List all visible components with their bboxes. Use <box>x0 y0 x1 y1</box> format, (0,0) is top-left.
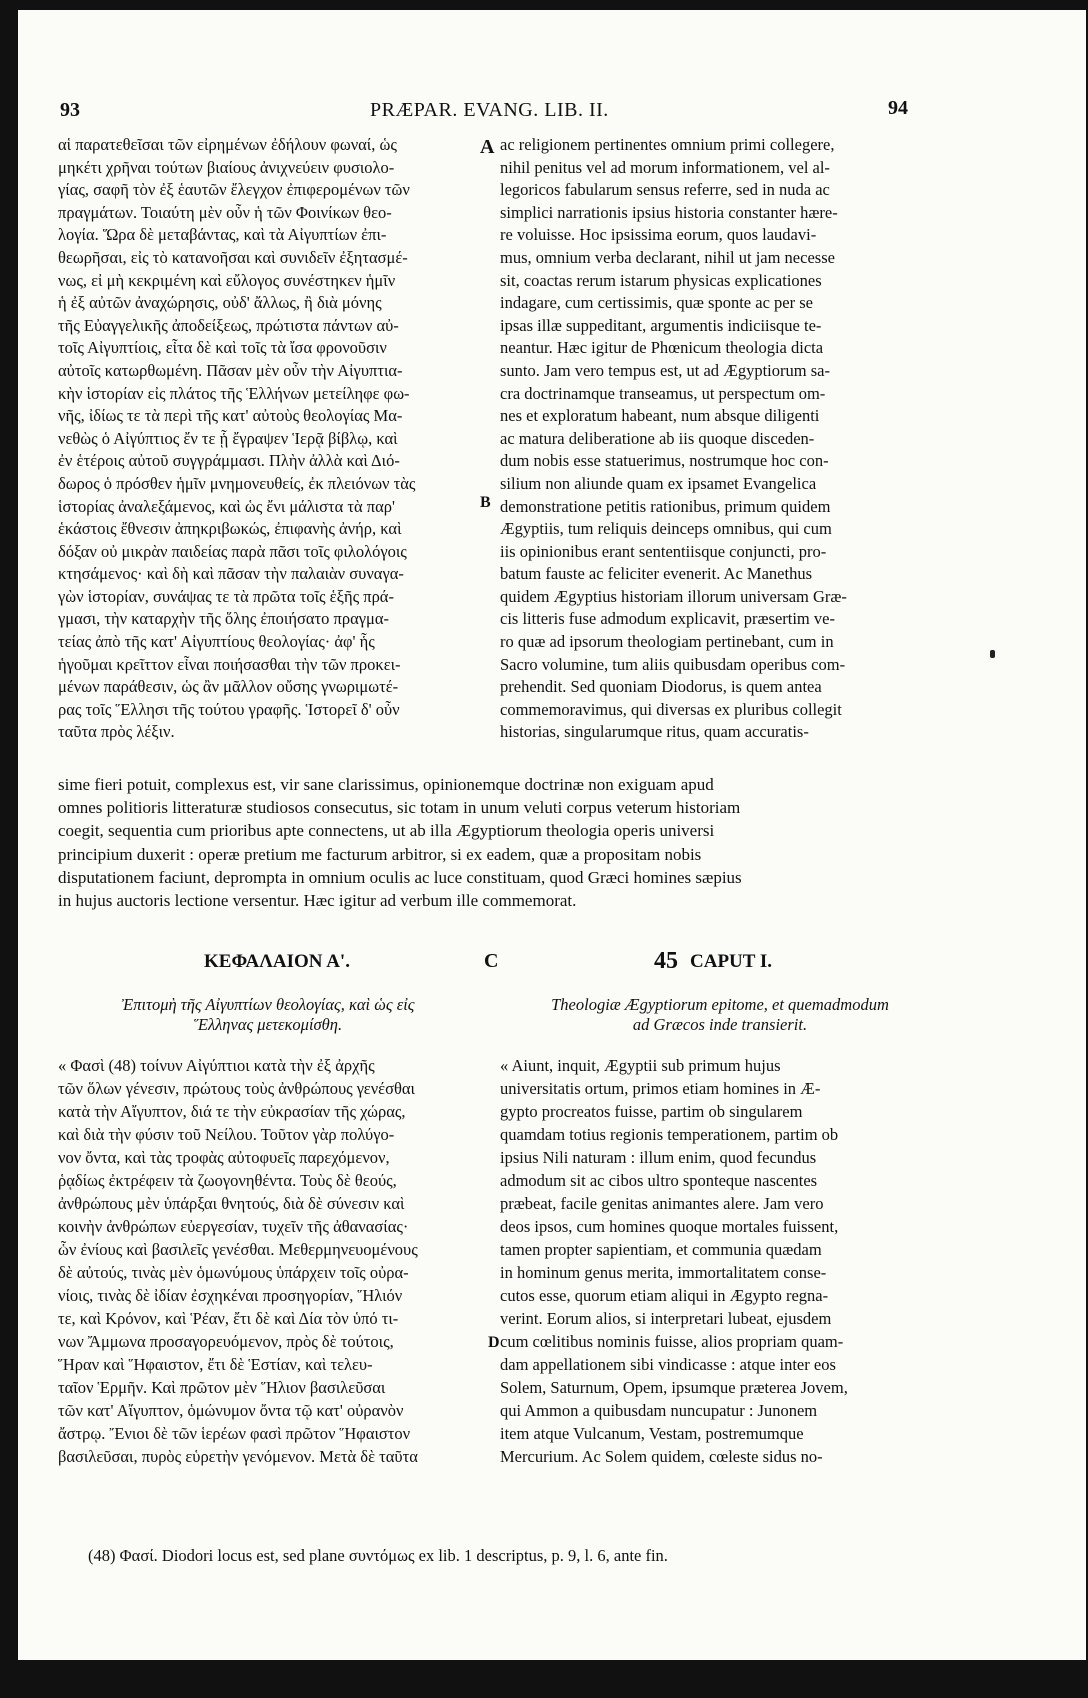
greek-text-line: νον ὄντα, καὶ τὰς τροφὰς αὐτοφυεῖς παρεχόμενον, <box>58 1148 390 1167</box>
latin-text-line: ac matura deliberatione ab iis quoque disceden- <box>500 428 815 448</box>
latin-column-top <box>500 134 940 744</box>
greek-text-line: κατὰ τὴν Αἴγυπτον, διά τε τὴν εὐκρασίαν τῆς χώρας, <box>58 1102 406 1121</box>
latin-text-line: deos ipsos, cum homines quoque mortales fuissent, <box>500 1217 839 1236</box>
greek-subtitle-line-1: Ἐπιτομὴ τῆς Αἰγυπτίων θεολογίας, καὶ ὡς εἰς <box>121 995 415 1014</box>
book-page <box>18 10 1086 1660</box>
latin-text-line: in hominum genus merita, immortalitatem conse- <box>500 1263 827 1282</box>
greek-text-line: γμασι, τὴν καταρχὴν τῆς ὅλης ἐποιήσατο πραγμα- <box>58 609 389 629</box>
margin-marker-d: D <box>488 1334 500 1351</box>
latin-text-line: ro quæ ad ipsorum theologiam pertinebant, cum in <box>500 632 834 652</box>
latin-text-line: dum nobis esse statuerimus, nostrumque hoc con- <box>500 451 829 471</box>
greek-text-line: ῥᾳδίως ἐκτρέφειν τὰ ζωογονηθέντα. Τοὺς δὲ θεούς, <box>58 1171 397 1190</box>
greek-text-line: ἄστρῳ. Ἔνιοι δὲ τῶν ἱερέων φασὶ πρῶτον Ἥφαιστον <box>58 1424 411 1443</box>
greek-text-line: δωρος ὁ πρόσθεν ἡμῖν μνημονευθείς, ἐκ πλειόνων τὰς <box>58 473 416 493</box>
latin-text-line: universitatis ortum, primos etiam homines in Æ- <box>500 1079 821 1098</box>
text-line: coegit, sequentia cum prioribus apte connectens, ut ab illa Ægyptiorum theologia operis universi <box>58 821 715 841</box>
greek-text-line: νῆς, ἰδίως τε τὰ περὶ τῆς κατ' αὐτοὺς θεολογίας Μα- <box>58 406 403 426</box>
text-line: disputationem faciunt, deprompta in omnium oculis ac luce constituam, quod Græci homines sæpius <box>58 867 742 887</box>
greek-text-line: αὐτοῖς κατωρθωμένη. Πᾶσαν μὲν οὖν τὴν Αἰγυπτια- <box>58 360 403 380</box>
latin-text-line: qui Ammon a quibusdam nuncupatur : Junonem <box>500 1401 818 1420</box>
latin-text-line: neantur. Hæc igitur de Phœnicum theologia dicta <box>500 338 824 358</box>
greek-text-line: δόξαν οὐ μικρὰν παιδείας παρὰ πᾶσι τοῖς φιλολόγοις <box>58 541 407 561</box>
latin-subtitle-line-1: Theologiæ Ægyptiorum epitome, et quemadmodum <box>551 995 889 1014</box>
greek-text-line: νων Ἄμμωνα προσαγορευόμενον, πρὸς δὲ τούτοις, <box>58 1332 394 1351</box>
latin-text-line: ac religionem pertinentes omnium primi collegere, <box>500 135 835 154</box>
latin-text-line: verint. Eorum alios, si interpretari lubeat, ejusdem <box>500 1309 832 1328</box>
greek-text-line: μηκέτι χρῆναι τούτων βιαίους ἀνιχνεύειν φυσιολο- <box>58 157 395 177</box>
latin-text-line: historias, singularumque ritus, quam accuratis- <box>500 722 809 742</box>
greek-text-line: Ἥραν καὶ Ἥφαιστον, ἔτι δὲ Ἑστίαν, καὶ τελευ- <box>58 1355 373 1374</box>
latin-text-line: indagare, cum certissimis, quæ sponte ac per se <box>500 293 813 313</box>
latin-text-line: demonstratione petitis rationibus, primum quidem <box>500 496 831 516</box>
running-title: PRÆPAR. EVANG. LIB. II. <box>370 99 609 121</box>
greek-text-line: κοινὴν ἀνθρώπων εὐεργεσίαν, τυχεῖν τῆς ἀθανασίας· <box>58 1217 409 1236</box>
greek-text-line: αἱ παρατεθεῖσαι τῶν εἰρημένων ἐδήλουν φωναί, ὡς <box>58 135 397 154</box>
greek-text-line: ταῖον Ἑρμῆν. Καὶ πρῶτον μὲν Ἥλιον βασιλεῦσαι <box>58 1378 386 1397</box>
greek-text-line: λογία. Ὥρα δὲ μεταβάντας, καὶ τὰ Αἰγυπτίων ἐπι- <box>58 225 387 245</box>
full-width-paragraph <box>58 773 940 912</box>
latin-text-line: nes et exploratum habeant, num absque diligenti <box>500 406 820 426</box>
text-line: omnes politioris litteraturæ studiosos consecutus, sic totam in unum veluti corpus veterum historiam <box>58 798 741 818</box>
page-number-right: 94 <box>888 97 908 119</box>
greek-text-line: ταῦτα πρὸς λέξιν. <box>58 722 175 742</box>
greek-text-line: γίας, σαφῆ τὸν ἐξ ἑαυτῶν ἔλεγχον ἐπιφερομένων τῶν <box>58 180 410 200</box>
latin-text-line: ipsius Nili naturam : illum enim, quod fecundus <box>500 1148 817 1167</box>
latin-text-line: cis litteris fuse admodum explicavit, præsertim ve- <box>500 609 835 629</box>
ink-speck <box>990 650 995 658</box>
latin-text-line: cra doctrinamque transeamus, ut perspectum om- <box>500 383 826 403</box>
latin-text-line: sit, coactas rerum istarum physicas explicationes <box>500 270 822 290</box>
latin-text-line: Solem, Saturnum, Opem, ipsumque præterea Jovem, <box>500 1378 848 1397</box>
greek-text-line: ἐν ἑτέροις αὐτοῦ συγγράμμασι. Πλὴν ἀλλὰ καὶ Διό- <box>58 451 400 471</box>
latin-column-bottom <box>500 1054 940 1468</box>
greek-column-top <box>58 134 478 744</box>
latin-text-line: ipsas illæ suppeditant, argumentis indiciisque te- <box>500 315 822 335</box>
margin-marker-c: C <box>484 950 499 972</box>
latin-text-line: quidem Ægyptius historiam illorum universam Græ- <box>500 586 847 606</box>
greek-text-line: τείας ἀπὸ τῆς κατ' Αἰγυπτίους θεολογίας· ἀφ' ἧς <box>58 632 375 652</box>
latin-text-line: re voluisse. Hoc ipsissima eorum, quos laudavi- <box>500 225 817 245</box>
greek-text-line: τοῖς Αἰγυπτίοις, εἶτα δὲ καὶ τοῖς τὰ ἴσα φρονοῦσιν <box>58 338 387 358</box>
latin-text-line: tamen propter sapientiam, et communia quædam <box>500 1240 822 1259</box>
greek-text-line: ἡγοῦμαι κρεῖττον εἶναι ποιήσασθαι τὴν τῶν προκει- <box>58 654 401 674</box>
latin-subtitle-line-2: ad Græcos inde transierit. <box>632 1015 808 1034</box>
greek-text-line: θεωρῆσαι, εἰς τὸ κατανοῆσαι καὶ συνιδεῖν ἐξητασμέ- <box>58 247 408 267</box>
latin-chapter-heading: CAPUT I. <box>690 951 772 972</box>
greek-text-line: ἱστορίας ἀναλεξάμενος, καὶ ὡς ἔνι μάλιστα τὰ παρ' <box>58 496 395 516</box>
greek-column-bottom <box>58 1054 478 1468</box>
latin-text-line: nihil penitus vel ad morum informationem, vel al- <box>500 157 830 177</box>
greek-text-line: τῆς Εὐαγγελικῆς ἀποδείξεως, πρώτιστα πάντων αὐ- <box>58 315 399 335</box>
greek-text-line: τῶν κατ' Αἴγυπτον, ὁμώνυμον ὄντα τῷ κατ' οὐρανὸν <box>58 1401 404 1420</box>
page-number-left: 93 <box>60 99 80 121</box>
latin-text-line: Sacro volumine, tum aliis quibusdam operibus com- <box>500 654 846 674</box>
greek-text-line: γὼν ἱστορίαν, συνάψας τε τὰ πρῶτα τοῖς ἑξῆς πρά- <box>58 586 394 606</box>
greek-text-line: μένων παράθεσιν, ὡς ἂν μᾶλλον οὔσης γνωριμωτέ- <box>58 677 399 697</box>
greek-text-line: τε, καὶ Κρόνον, καὶ Ῥέαν, ἔτι δὲ καὶ Δία τὸν ὑπό τι- <box>58 1309 399 1328</box>
latin-text-line: dam appellationem sibi vindicasse : atque inter eos <box>500 1355 836 1374</box>
greek-text-line: νεθὼς ὁ Αἰγύπτιος ἔν τε ᾗ ἔγραψεν Ἱερᾷ βίβλῳ, καὶ <box>58 428 398 448</box>
greek-chapter-heading: ΚΕΦΑΛΑΙΟΝ Α'. <box>204 951 350 972</box>
latin-text-line: gypto procreatos fuisse, partim ob singularem <box>500 1102 803 1121</box>
latin-text-line: simplici narrationis ipsius historia constanter hære- <box>500 202 838 222</box>
latin-text-line: Ægyptiis, tum reliquis deinceps omnibus, qui cum <box>500 519 832 539</box>
greek-text-line: νίοις, τινὰς δὲ ἰδίαν ἐσχηκέναι προσηγορίαν, Ἥλιόν <box>58 1286 403 1305</box>
latin-text-line: cutos esse, quorum etiam aliqui in Ægypto regna- <box>500 1286 829 1305</box>
latin-text-line: silium non aliunde quam ex ipsamet Evangelica <box>500 473 817 493</box>
latin-text-line: mus, omnium verba declarant, nihil ut jam necesse <box>500 247 835 267</box>
latin-text-line: cum cœlitibus nominis fuisse, alios propriam quam- <box>500 1332 844 1351</box>
latin-text-line: legoricos fabularum sensus referre, sed in nuda ac <box>500 180 830 200</box>
latin-text-line: batum fauste ac feliciter evenerit. Ac Manethus <box>500 564 812 584</box>
greek-chapter-subtitle <box>58 995 478 1035</box>
greek-text-line: « Φασὶ (48) τοίνυν Αἰγύπτιοι κατὰ τὴν ἐξ ἀρχῆς <box>58 1056 375 1075</box>
latin-text-line: sunto. Jam vero tempus est, ut ad Ægyptiorum sa- <box>500 360 830 380</box>
latin-text-line: admodum sit ac cibos ultro sponteque nascentes <box>500 1171 818 1190</box>
latin-text-line: iis opinionibus erant sententiisque conjuncti, pro- <box>500 541 827 561</box>
latin-text-line: « Aiunt, inquit, Ægyptii sub primum hujus <box>500 1056 781 1075</box>
greek-text-line: δὲ αὐτούς, τινὰς μὲν ὁμωνύμους ὑπάρχειν τοῖς οὐρα- <box>58 1263 409 1282</box>
text-line: in hujus auctoris lectione versentur. Hæc igitur ad verbum ille commemorat. <box>58 890 577 910</box>
latin-text-line: commemoravimus, qui diversas ex pluribus collegit <box>500 699 842 719</box>
greek-subtitle-line-2: Ἕλληνας μετεκομίσθη. <box>193 1015 343 1034</box>
footnote: (48) Φασί. Diodori locus est, sed plane συντόμως ex lib. 1 descriptus, p. 9, l. 6, ante fin. <box>88 1546 668 1565</box>
greek-text-line: πραγμάτων. Τοιαύτη μὲν οὖν ἡ τῶν Φοινίκων θεο- <box>58 202 392 222</box>
margin-marker-a: A <box>480 136 495 158</box>
greek-text-line: ρας τοῖς Ἕλλησι τῆς τούτου γραφῆς. Ἱστορεῖ δ' οὖν <box>58 699 400 719</box>
greek-text-line: ἡ ἐξ αὐτῶν ἀναχώρησις, οὐδ' ἄλλως, ἢ διὰ μόνης <box>58 293 382 313</box>
latin-text-line: quamdam totius regionis temperationem, partim ob <box>500 1125 839 1144</box>
greek-text-line: νως, εἰ μὴ κεκριμένη καὶ εὔλογος συνέστηκεν ἡμῖν <box>58 270 396 290</box>
greek-text-line: ἑκάστοις ἔθνεσιν ἀπηκριβωκώς, ἐπιφανὴς ἀνήρ, καὶ <box>58 519 402 539</box>
greek-text-line: ὧν ἐνίους καὶ βασιλεῖς γενέσθαι. Μεθερμηνευομένους <box>58 1240 418 1259</box>
latin-chapter-number: 45 <box>654 948 678 974</box>
text-line: principium duxerit : operæ pretium me facturum arbitror, si ex eadem, quæ a propositam nobis <box>58 844 702 864</box>
greek-text-line: καὶ διὰ τὴν φύσιν τοῦ Νείλου. Τοῦτον γὰρ πολύγο- <box>58 1125 395 1144</box>
text-line: sime fieri potuit, complexus est, vir sane clarissimus, opinionemque doctrinæ non exiguam apud <box>58 775 714 794</box>
greek-text-line: κὴν ἱστορίαν εἰς πλάτος τῆς Ἑλλήνων μετείληφε φω- <box>58 383 410 403</box>
greek-text-line: βασιλεῦσαι, πυρὸς εὑρετὴν γενόμενον. Μετὰ δὲ ταῦτα <box>58 1447 418 1466</box>
latin-chapter-subtitle <box>500 995 940 1035</box>
greek-text-line: κτησάμενος· καὶ δὴ καὶ πᾶσαν τὴν παλαιὰν συναγα- <box>58 564 404 584</box>
margin-marker-b: B <box>480 494 491 511</box>
greek-text-line: ἀνθρώπους μὲν ὑπάρξαι θνητούς, διὰ δὲ σύνεσιν καὶ <box>58 1194 405 1213</box>
latin-text-line: præbeat, facile genitas animantes alere. Jam vero <box>500 1194 824 1213</box>
latin-text-line: prehendit. Sed quoniam Diodorus, is quem antea <box>500 677 822 697</box>
latin-text-line: item atque Vulcanum, Vestam, postremumque <box>500 1424 804 1443</box>
latin-text-line: Mercurium. Ac Solem quidem, cœleste sidus no- <box>500 1447 823 1466</box>
greek-text-line: τῶν ὅλων γένεσιν, πρώτους τοὺς ἀνθρώπους γενέσθαι <box>58 1079 415 1098</box>
